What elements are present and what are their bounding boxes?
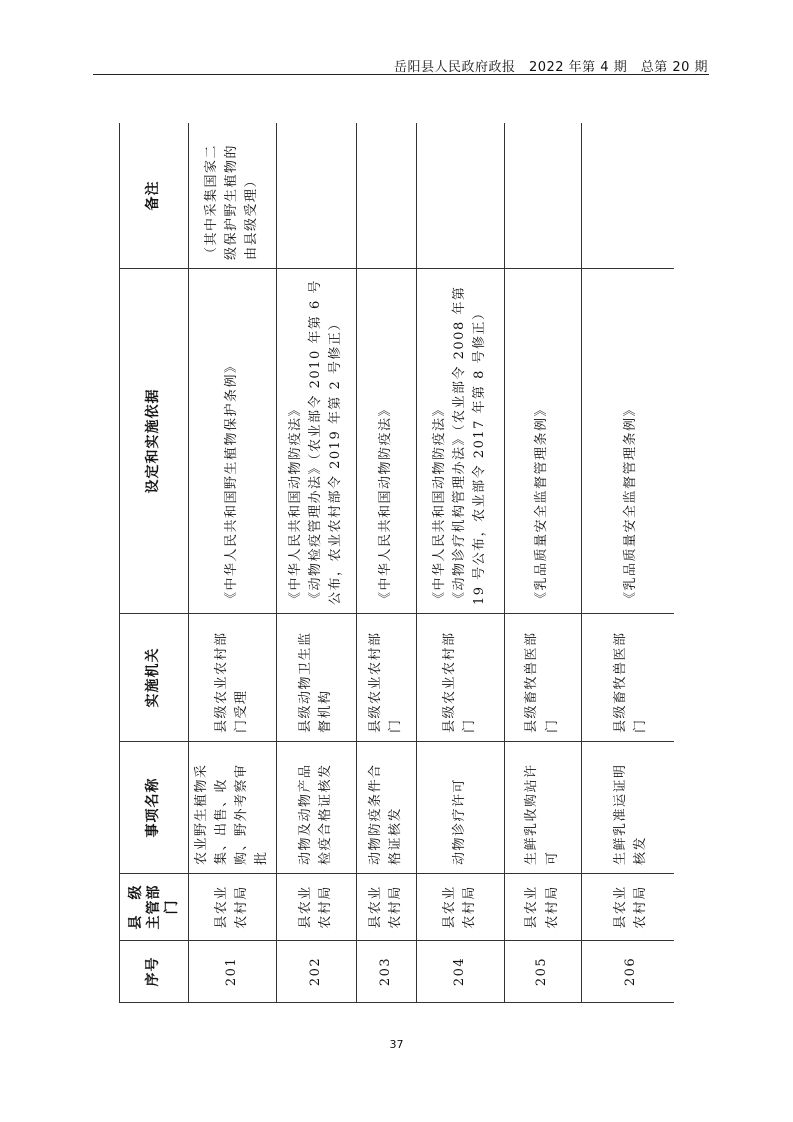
column-header-number: 序号 [120,941,189,1003]
table-row [416,123,504,1003]
row-item-name: 动物诊疗许可 [416,742,504,874]
row-number: 206 [581,941,674,1003]
row-basis: 《中华人民共和国动物防疫法》 《动物诊疗机构管理办法》（农业部令 2008 年第 19 号公布，农业部令 2017 年第 8 号修正） [416,269,504,614]
row-department: 县农业 农村局 [356,874,416,941]
row-item-name: 动物及动物产品检疫合格证核发 [276,742,356,874]
table-row [581,123,674,1003]
row-department: 县农业 农村局 [504,874,581,941]
row-number: 202 [276,941,356,1003]
row-number: 205 [504,941,581,1003]
row-basis: 《乳品质量安全监督管理条例》 [581,269,674,614]
table-container [119,123,674,1003]
table-row [356,123,416,1003]
column-header-note: 备注 [120,123,189,269]
row-basis: 《乳品质量安全监督管理条例》 [504,269,581,614]
page-header: 岳阳县人民政府政报 2022 年第 4 期 总第 20 期 [393,60,708,75]
row-department: 县农业 农村局 [416,874,504,941]
row-item-name: 农业野生植物采集、出售、收购、野外考察审批 [189,742,277,874]
row-note [276,123,356,269]
row-number: 201 [189,941,277,1003]
row-agency: 县级农业农村部门受理 [189,614,277,742]
row-basis: 《中华人民共和国动物防疫法》 [356,269,416,614]
row-note [356,123,416,269]
header-rule [93,74,709,75]
row-agency: 县级畜牧兽医部门 [504,614,581,742]
table-row [504,123,581,1003]
row-basis: 《中华人民共和国动物防疫法》 《动物检疫管理办法》（农业部令 2010 年第 6 号公布，农业农村部令 2019 年第 2 号修正） [276,269,356,614]
row-agency: 县级农业农村部门 [416,614,504,742]
row-agency: 县级畜牧兽医部门 [581,614,674,742]
row-basis: 《中华人民共和国野生植物保护条例》 [189,269,277,614]
row-note [416,123,504,269]
column-header-basis: 设定和实施依据 [120,269,189,614]
row-department: 县农业 农村局 [189,874,277,941]
row-note [504,123,581,269]
table-header-row [120,123,189,1003]
administrative-items-table [119,123,674,1003]
row-note: （其中采集国家二级保护野生植物的由县级受理） [189,123,277,269]
table-row [189,123,277,1003]
column-header-item-name: 事项名称 [120,742,189,874]
row-number: 204 [416,941,504,1003]
page-number: 37 [389,1038,404,1051]
row-number: 203 [356,941,416,1003]
row-department: 县农业 农村局 [581,874,674,941]
row-department: 县农业 农村局 [276,874,356,941]
table-row [276,123,356,1003]
row-item-name: 动物防疫条件合格证核发 [356,742,416,874]
column-header-department: 县 级 主管部门 [120,874,189,941]
row-item-name: 生鲜乳准运证明核发 [581,742,674,874]
row-note [581,123,674,269]
row-agency: 县级动物卫生监督机构 [276,614,356,742]
row-agency: 县级农业农村部门 [356,614,416,742]
row-item-name: 生鲜乳收购站许可 [504,742,581,874]
column-header-agency: 实施机关 [120,614,189,742]
